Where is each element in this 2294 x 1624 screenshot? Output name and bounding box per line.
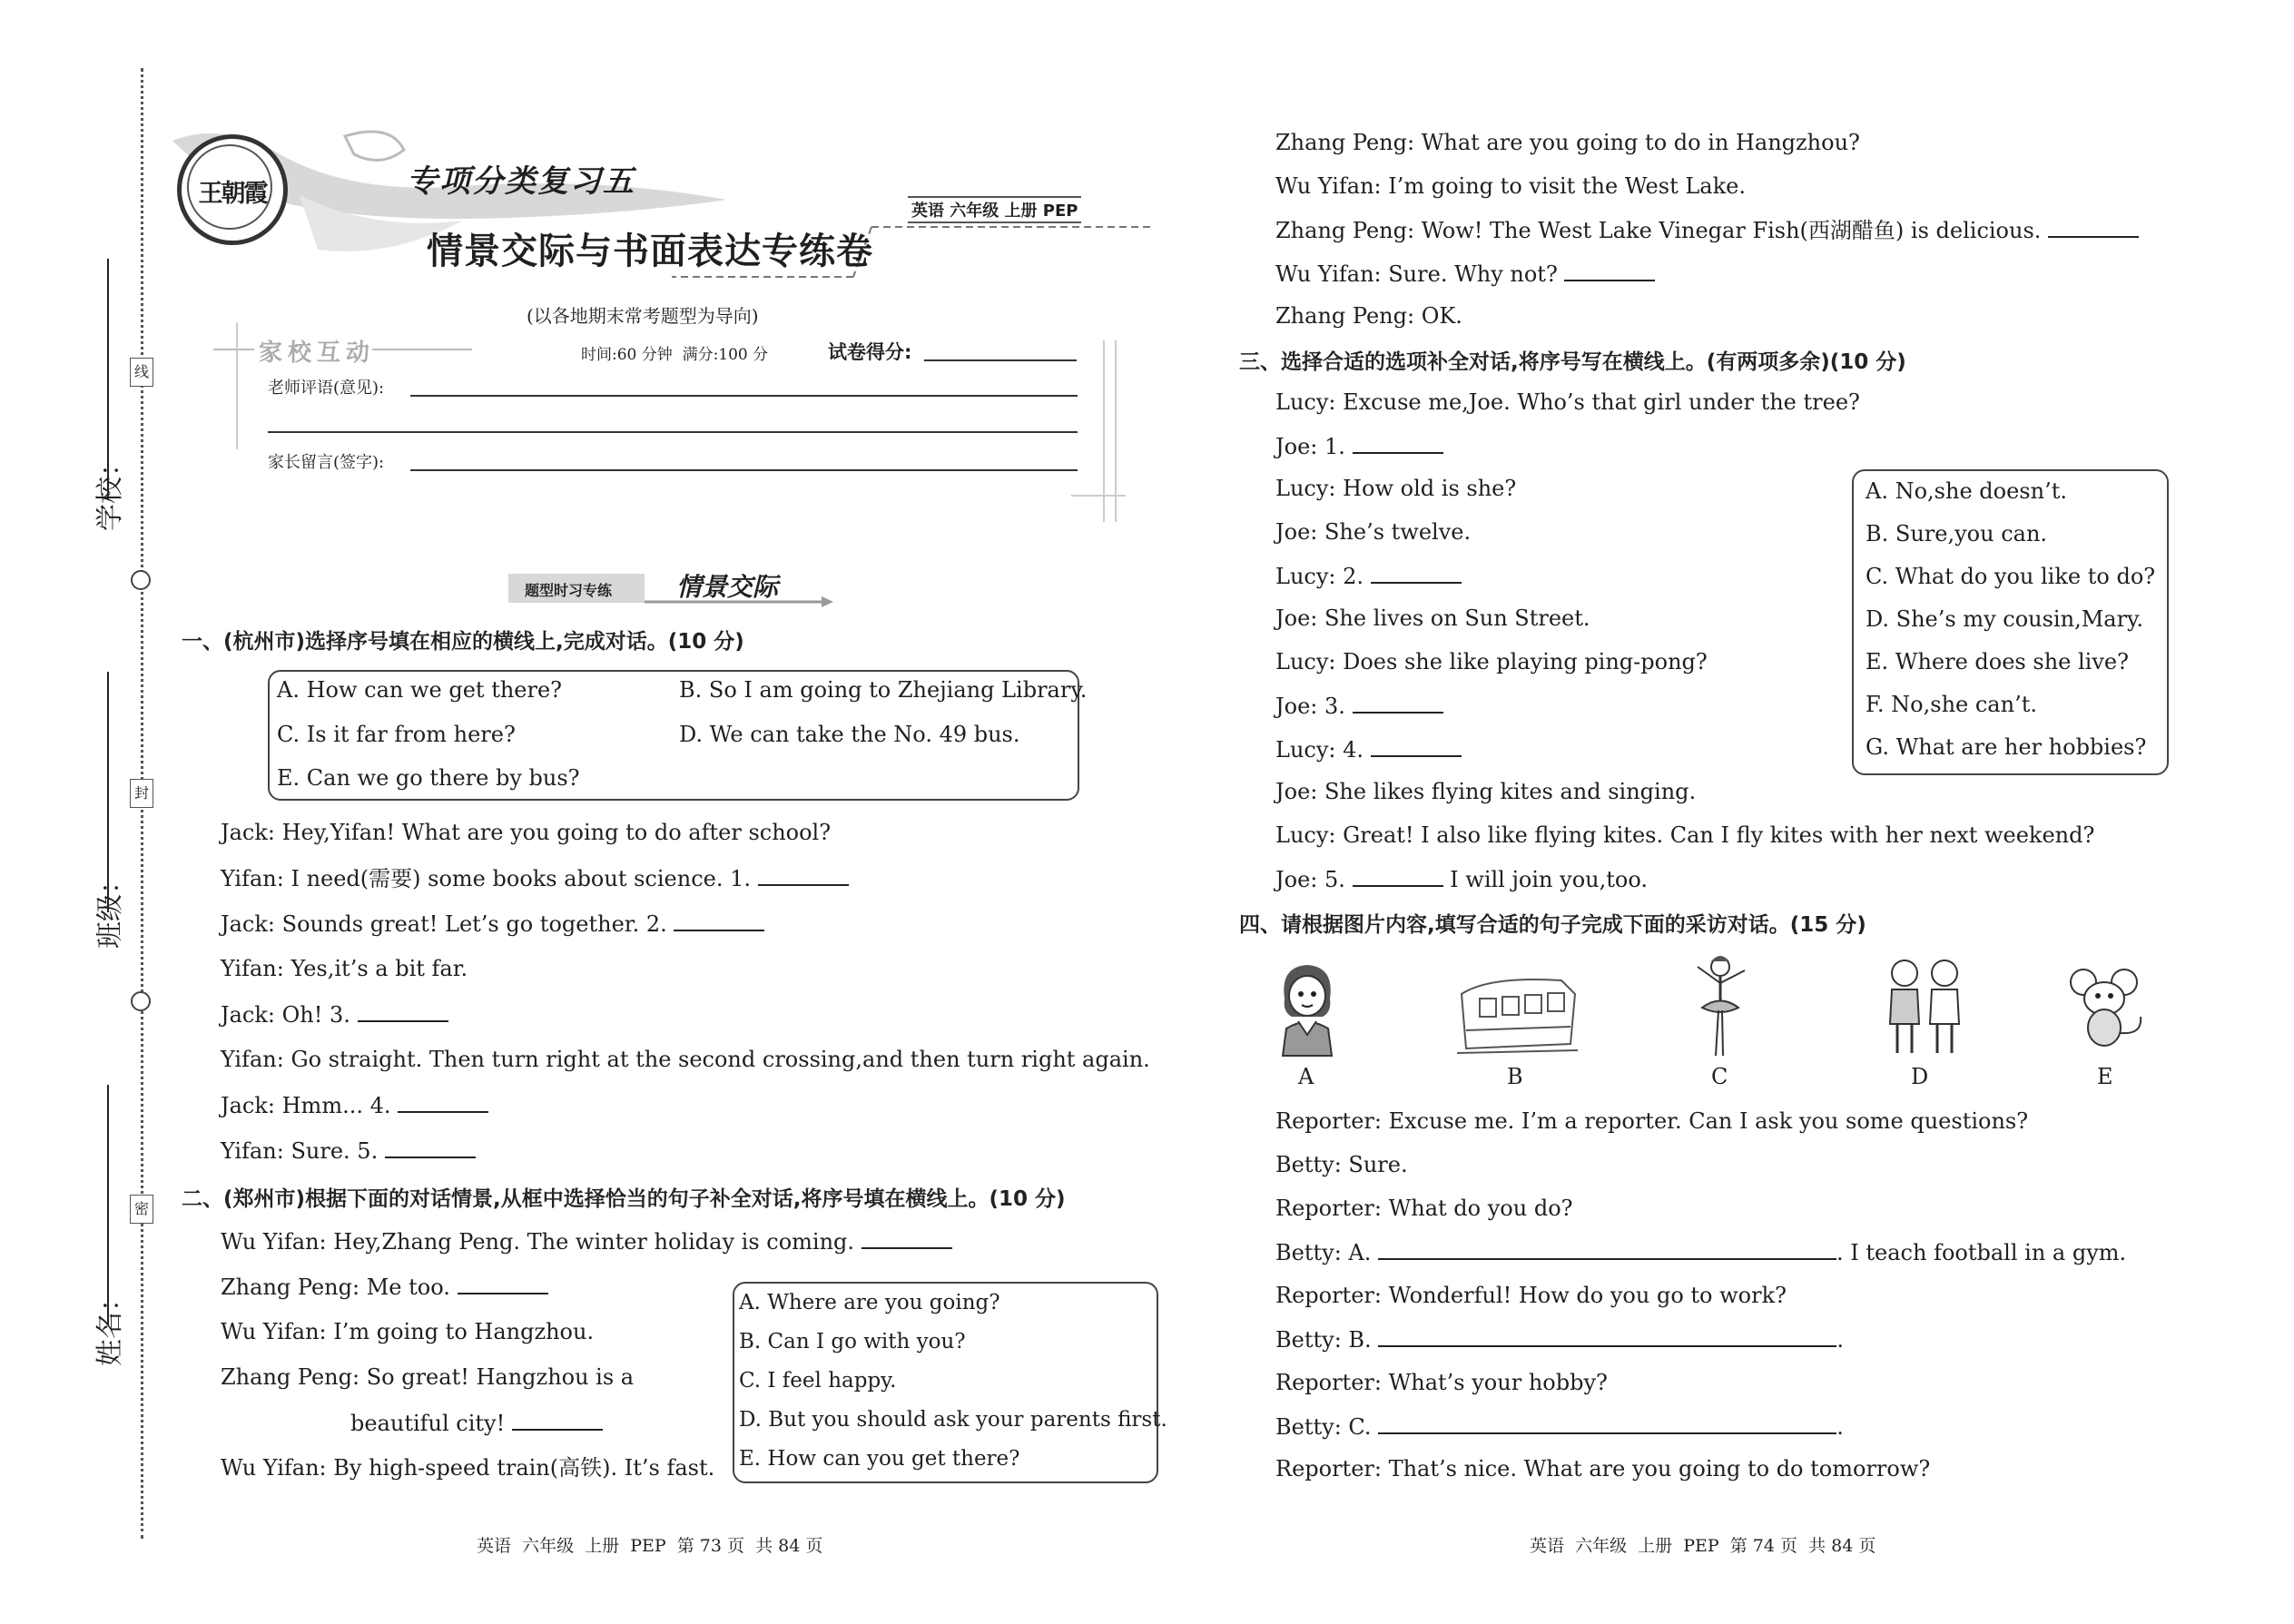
q3-option-f: F. No,she can’t. xyxy=(1866,692,2037,717)
name-label: 姓名： xyxy=(94,1284,126,1366)
q3-line-7: Lucy: Does she like playing ping-pong? xyxy=(1275,649,1708,674)
score-field[interactable] xyxy=(924,359,1077,361)
q2-blank-3[interactable] xyxy=(512,1409,603,1431)
q3-option-g: G. What are her hobbies? xyxy=(1866,734,2147,760)
q3-line-12: Joe: 5. I will join you,too. xyxy=(1275,867,1648,892)
q2-option-e: E. How can you get there? xyxy=(739,1447,1020,1471)
picture-e-label: E xyxy=(2097,1064,2113,1089)
q3-line-5: Lucy: 2. xyxy=(1275,562,1462,590)
q2-blank-4[interactable] xyxy=(2048,216,2139,238)
score-label: 试卷得分: xyxy=(828,341,912,363)
picture-b-label: B xyxy=(1507,1064,1523,1089)
q4-line-6: Betty: B. . xyxy=(1275,1327,1844,1353)
teacher-comment-label: 老师评语(意见): xyxy=(268,379,385,398)
q3-blank-2[interactable] xyxy=(1371,562,1462,584)
q3-line-10: Joe: She likes flying kites and singing. xyxy=(1275,779,1697,804)
q4-line-5: Reporter: Wonderful! How do you go to work? xyxy=(1275,1283,1787,1308)
q1-line-5: Jack: Oh! 3. xyxy=(221,1000,448,1029)
home-school-rule-right xyxy=(372,349,472,350)
q2-option-c: C. I feel happy. xyxy=(739,1369,897,1393)
q3-option-b: B. Sure,you can. xyxy=(1866,521,2048,546)
logo-text: 王朝霞 xyxy=(198,180,267,208)
q2-blank-2[interactable] xyxy=(458,1273,548,1294)
binding-circle-2 xyxy=(131,991,151,1011)
q2-option-d: D. But you should ask your parents first. xyxy=(739,1408,1167,1432)
q3-line-8: Joe: 3. xyxy=(1275,692,1443,720)
q4-heading: 四、请根据图片内容,填写合适的句子完成下面的采访对话。(15 分) xyxy=(1239,913,1866,937)
q1-blank-3[interactable] xyxy=(358,1000,448,1022)
q4-line-1: Reporter: Excuse me. I’m a reporter. Can I ask you some questions? xyxy=(1275,1108,2029,1134)
picture-b-subway-train xyxy=(1452,967,1580,1058)
parent-comment-label: 家长留言(签字): xyxy=(268,453,385,472)
q1-line-8: Yifan: Sure. 5. xyxy=(221,1137,476,1165)
time-info: 时间:60 分钟 满分:100 分 xyxy=(581,346,769,364)
q2-line-2: Zhang Peng: Me too. xyxy=(221,1273,548,1301)
school-field-line[interactable] xyxy=(107,259,109,499)
q3-option-d: D. She’s my cousin,Mary. xyxy=(1866,606,2144,632)
q1-option-e: E. Can we go there by bus? xyxy=(277,765,580,791)
q1-heading: 一、(杭州市)选择序号填在相应的横线上,完成对话。(10 分) xyxy=(182,630,744,654)
publisher-logo xyxy=(177,134,288,245)
section-banner-small-label: 题型时习专练 xyxy=(525,582,613,599)
q2-option-b: B. Can I go with you? xyxy=(739,1330,966,1353)
picture-c-dancer xyxy=(1689,949,1752,1062)
main-title: 情景交际与书面表达专练卷 xyxy=(427,231,873,272)
q1-blank-1[interactable] xyxy=(758,864,849,886)
teacher-comment-line-1[interactable] xyxy=(410,395,1078,397)
q2-blank-5[interactable] xyxy=(1564,260,1655,281)
q3-option-e: E. Where does she live? xyxy=(1866,649,2129,674)
q1-line-3: Jack: Sounds great! Let’s go together. 2. xyxy=(221,910,764,938)
q3-line-2: Joe: 1. xyxy=(1275,432,1443,460)
q2-cont-line-5: Zhang Peng: OK. xyxy=(1275,303,1462,329)
picture-a-label: A xyxy=(1298,1064,1314,1089)
picture-d-label: D xyxy=(1911,1064,1929,1089)
section-banner-title: 情景交际 xyxy=(676,572,779,602)
picture-e-mouse xyxy=(2061,962,2151,1053)
q4-blank-a[interactable] xyxy=(1378,1238,1836,1260)
q3-option-a: A. No,she doesn’t. xyxy=(1866,478,2067,504)
class-label: 班级： xyxy=(94,867,126,949)
q2-line-4: Zhang Peng: So great! Hangzhou is a xyxy=(221,1364,635,1390)
q3-line-6: Joe: She lives on Sun Street. xyxy=(1275,605,1590,631)
home-school-vrule xyxy=(236,322,238,449)
seal-char-box-3: 密 xyxy=(130,1195,153,1224)
section-banner-arrow xyxy=(508,595,835,613)
footer-left: 英语 六年级 上册 PEP 第 73 页 共 84 页 xyxy=(477,1536,823,1556)
q4-blank-c[interactable] xyxy=(1378,1412,1836,1434)
q1-option-b: B. So I am going to Zhejiang Library. xyxy=(679,677,1088,703)
subtitle: (以各地期末常考题型为导向) xyxy=(527,305,759,327)
q1-line-7: Jack: Hmm... 4. xyxy=(221,1091,488,1119)
q2-blank-1[interactable] xyxy=(861,1227,952,1249)
q3-blank-4[interactable] xyxy=(1371,735,1462,757)
q2-cont-line-2: Wu Yifan: I’m going to visit the West Lake. xyxy=(1275,173,1746,199)
binding-circle-1 xyxy=(131,570,151,590)
q3-line-1: Lucy: Excuse me,Joe. Who’s that girl under the tree? xyxy=(1275,389,1860,415)
q1-line-1: Jack: Hey,Yifan! What are you going to do after school? xyxy=(221,820,832,845)
q1-blank-4[interactable] xyxy=(398,1091,488,1113)
q3-option-c: C. What do you like to do? xyxy=(1866,564,2156,589)
q4-blank-b[interactable] xyxy=(1378,1325,1836,1347)
q1-line-4: Yifan: Yes,it’s a bit far. xyxy=(221,956,468,981)
q1-option-c: C. Is it far from here? xyxy=(277,722,516,747)
teacher-comment-line-2[interactable] xyxy=(268,431,1078,433)
class-field-line[interactable] xyxy=(107,672,109,912)
q3-blank-3[interactable] xyxy=(1353,692,1443,714)
q2-option-a: A. Where are you going? xyxy=(739,1291,1000,1314)
picture-d-two-children xyxy=(1879,953,1970,1058)
picture-a-girl xyxy=(1266,958,1348,1058)
q3-blank-1[interactable] xyxy=(1353,432,1443,454)
q1-line-2: Yifan: I need(需要) some books about science. 1. xyxy=(221,864,849,892)
q1-blank-2[interactable] xyxy=(674,910,764,931)
q2-cont-line-3: Zhang Peng: Wow! The West Lake Vinegar Fish(西湖醋鱼) is delicious. xyxy=(1275,216,2139,244)
q4-line-9: Reporter: That’s nice. What are you going to do tomorrow? xyxy=(1275,1456,1931,1481)
q2-line-5: beautiful city! xyxy=(350,1409,603,1437)
q3-line-9: Lucy: 4. xyxy=(1275,735,1462,763)
q1-line-6: Yifan: Go straight. Then turn right at the second crossing,and then turn right again. xyxy=(221,1047,1150,1072)
q3-line-11: Lucy: Great! I also like flying kites. Can I fly kites with her next weekend? xyxy=(1275,822,2095,848)
seal-char-box-1: 线 xyxy=(130,358,153,387)
q4-line-4: Betty: A. . I teach football in a gym. xyxy=(1275,1240,2127,1265)
q4-line-2: Betty: Sure. xyxy=(1275,1152,1408,1177)
footer-right: 英语 六年级 上册 PEP 第 74 页 共 84 页 xyxy=(1530,1536,1876,1556)
q2-heading: 二、(郑州市)根据下面的对话情景,从框中选择恰当的句子补全对话,将序号填在横线上。(10 分) xyxy=(182,1187,1066,1211)
q2-line-3: Wu Yifan: I’m going to Hangzhou. xyxy=(221,1319,595,1344)
name-field-line[interactable] xyxy=(107,1085,109,1325)
parent-comment-line[interactable] xyxy=(410,469,1078,471)
home-school-rule-left xyxy=(213,349,254,350)
q1-blank-5[interactable] xyxy=(385,1137,476,1158)
q3-blank-5[interactable] xyxy=(1353,865,1443,887)
q3-line-3: Lucy: How old is she? xyxy=(1275,476,1517,501)
q3-line-4: Joe: She’s twelve. xyxy=(1275,519,1472,545)
q4-line-3: Reporter: What do you do? xyxy=(1275,1196,1573,1221)
q1-option-a: A. How can we get there? xyxy=(277,677,563,703)
q4-line-7: Reporter: What’s your hobby? xyxy=(1275,1370,1608,1395)
q2-cont-line-1: Zhang Peng: What are you going to do in Hangzhou? xyxy=(1275,130,1860,155)
q2-cont-line-4: Wu Yifan: Sure. Why not? xyxy=(1275,260,1655,288)
q2-line-1: Wu Yifan: Hey,Zhang Peng. The winter holiday is coming. xyxy=(221,1227,952,1255)
right-hrule xyxy=(1071,495,1126,497)
picture-c-label: C xyxy=(1711,1064,1728,1089)
seal-char-box-2: 封 xyxy=(130,779,153,808)
q1-option-d: D. We can take the No. 49 bus. xyxy=(679,722,1020,747)
q4-line-8: Betty: C. . xyxy=(1275,1414,1844,1440)
q2-line-6: Wu Yifan: By high-speed train(高铁). It’s fast. xyxy=(221,1455,715,1481)
home-school-label: 家校互动 xyxy=(259,340,376,367)
school-label: 学校： xyxy=(94,449,126,531)
subject-tag: 英语 六年级 上册 PEP xyxy=(908,196,1081,223)
series-title: 专项分类复习五 xyxy=(407,163,635,200)
q3-heading: 三、选择合适的选项补全对话,将序号写在横线上。(有两项多余)(10 分) xyxy=(1239,350,1906,374)
